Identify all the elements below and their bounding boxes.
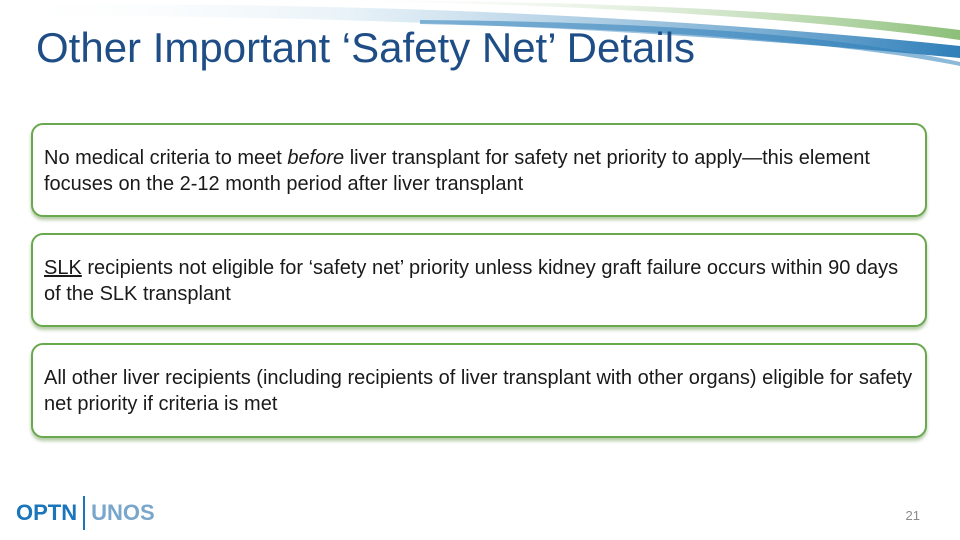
detail-1-emphasis: before bbox=[287, 147, 345, 169]
logo-divider bbox=[83, 496, 85, 530]
detail-2-underlined-term: SLK bbox=[44, 257, 82, 279]
slide-title: Other Important ‘Safety Net’ Details bbox=[36, 24, 696, 71]
logo-optn: OPTN bbox=[16, 500, 78, 525]
detail-3-text: All other liver recipients (including recipients of liver transplant with other organs) eligible for safety net priority if criteria is met bbox=[44, 367, 913, 415]
safety-net-detail-2 bbox=[31, 233, 927, 327]
logo-unos: UNOS bbox=[91, 500, 155, 525]
detail-1-text-start: No medical criteria to meet bbox=[44, 147, 288, 169]
detail-1-text-end: liver transplant for safety net priority to apply—this element focuses on the 2-12 month period after liver transplant bbox=[44, 147, 870, 195]
optn-unos-logo bbox=[16, 495, 155, 531]
safety-net-detail-3 bbox=[31, 343, 927, 438]
detail-2-text-end: recipients not eligible for ‘safety net’ priority unless kidney graft failure occurs within 90 days of the SLK transplant bbox=[44, 257, 899, 305]
safety-net-detail-1 bbox=[31, 123, 927, 217]
page-number: 21 bbox=[905, 508, 920, 523]
detail-1-text bbox=[44, 145, 913, 197]
detail-2-text bbox=[44, 255, 913, 307]
